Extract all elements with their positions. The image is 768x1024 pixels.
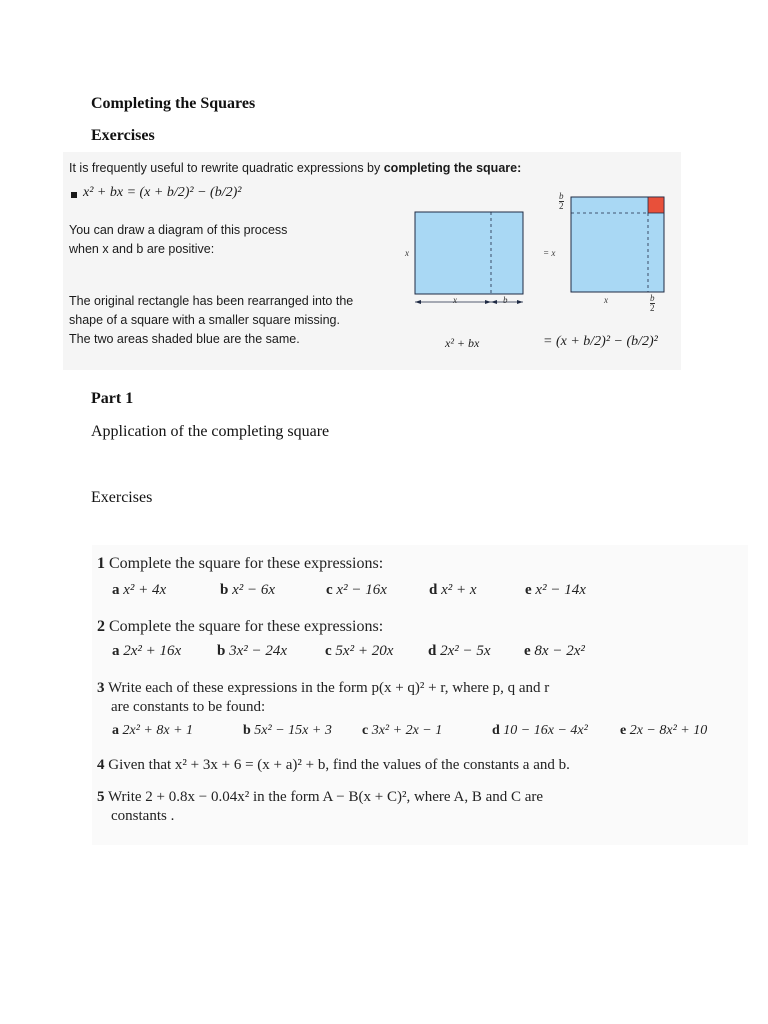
label-b2-top (559, 192, 564, 211)
exercise-2-item-b (217, 643, 287, 660)
label-b-bottom: b (503, 295, 508, 305)
exercise-1-prompt (97, 555, 383, 573)
item-label: e (620, 723, 627, 738)
item-expr: x² − 6x (232, 582, 276, 598)
exercise-4-number: 4 (97, 757, 105, 773)
exercise-2-item-a (112, 643, 181, 660)
item-expr: 3x² + 2x − 1 (371, 723, 443, 738)
part1-exercises-label: Exercises (91, 489, 153, 506)
exercise-3-prompt2: are constants to be found: (111, 699, 266, 715)
exercise-2-item-d (428, 643, 491, 660)
arrow-left-icon (415, 300, 421, 304)
exercise-3-prompt (97, 680, 549, 697)
exercise-5-number: 5 (97, 789, 105, 805)
arrow-mid2-icon (491, 300, 497, 304)
label-b2-top-num: b (559, 191, 564, 201)
label-b2-top-den: 2 (559, 201, 564, 211)
intro-lead-text: It is frequently useful to rewrite quadratic expressions by (69, 161, 384, 175)
item-label: e (524, 643, 531, 659)
exercise-5-text: Write 2 + 0.8x − 0.04x² in the form A − B(x + C)², where A, B and C are (107, 789, 544, 805)
diagram-text-2: when x and b are positive: (69, 242, 215, 256)
label-b2-right-num: b (650, 293, 655, 303)
item-label: a (112, 582, 120, 598)
exercise-3-item-a (112, 723, 193, 739)
item-expr: 5x² + 20x (335, 643, 394, 659)
caption-right: = (x + b/2)² − (b/2)² (543, 334, 658, 349)
exercise-3-text: Write each of these expressions in the form p(x + q)² + r, where p, q and r (107, 680, 550, 696)
item-label: d (492, 723, 500, 738)
item-label: d (429, 582, 438, 598)
label-b2-right (650, 294, 655, 313)
exercises-panel (92, 545, 748, 845)
exercise-3-number: 3 (97, 680, 105, 696)
item-label: b (217, 643, 226, 659)
item-label: c (326, 582, 333, 598)
item-label: a (112, 643, 120, 659)
label-x-left: x (405, 248, 409, 258)
exercise-2-prompt (97, 618, 383, 636)
item-label: e (525, 582, 532, 598)
exercise-1-text: Complete the square for these expressions: (109, 555, 384, 572)
item-label: c (362, 723, 369, 738)
caption-left: x² + bx (445, 336, 480, 350)
exercise-3-item-b (243, 723, 332, 739)
exercise-1-item-e (525, 582, 586, 599)
item-expr: 5x² − 15x + 3 (254, 723, 332, 738)
label-b2-right-den: 2 (650, 303, 655, 313)
item-expr: 2x − 8x² + 10 (629, 723, 708, 738)
para-2: shape of a square with a smaller square missing. (69, 313, 340, 327)
exercise-2-item-e (524, 643, 585, 660)
exercise-3-item-c (362, 723, 442, 739)
item-expr: x² + 4x (123, 582, 167, 598)
bullet-square-icon (71, 192, 77, 198)
intro-lead (69, 161, 521, 175)
item-expr: 2x² − 5x (440, 643, 491, 659)
item-expr: x² + x (441, 582, 477, 598)
exercise-5-prompt (97, 789, 543, 806)
item-label: a (112, 723, 119, 738)
part1-subheading: Application of the completing square (91, 423, 330, 440)
item-expr: 10 − 16x − 4x² (503, 723, 588, 738)
page-title: Completing the Squares (91, 95, 256, 112)
arrow-mid-icon (485, 300, 491, 304)
exercise-1-items (112, 582, 166, 599)
item-expr: 2x² + 16x (123, 643, 182, 659)
intro-lead-bold: completing the square: (383, 161, 522, 175)
item-expr: x² − 16x (336, 582, 387, 598)
para-1: The original rectangle has been rearranged into the (69, 294, 354, 308)
exercise-3-item-e (620, 723, 707, 739)
item-label: d (428, 643, 437, 659)
square-diagram (568, 192, 678, 312)
item-label: b (220, 582, 229, 598)
exercise-2-item-c (325, 643, 393, 660)
label-x-bottom: x (453, 295, 457, 305)
item-label: c (325, 643, 332, 659)
intro-panel (63, 152, 681, 370)
exercise-1-item-c (326, 582, 387, 599)
exercise-4-text: Given that x² + 3x + 6 = (x + a)² + b, find the values of the constants a and b. (108, 757, 570, 773)
arrow-right-icon (517, 300, 523, 304)
exercise-2-text: Complete the square for these expressions: (109, 618, 384, 635)
exercise-5-prompt2: constants . (111, 808, 175, 824)
exercise-4-prompt (97, 757, 570, 774)
exercise-2-number: 2 (97, 618, 105, 635)
item-expr: 3x² − 24x (229, 643, 288, 659)
item-expr: 2x² + 8x + 1 (122, 723, 194, 738)
page-subtitle: Exercises (91, 127, 155, 144)
exercise-1-number: 1 (97, 555, 105, 572)
item-expr: x² − 14x (535, 582, 586, 598)
item-label: b (243, 723, 251, 738)
item-expr: 8x − 2x² (534, 643, 585, 659)
exercise-3-item-d (492, 723, 588, 739)
para-3: The two areas shaded blue are the same. (69, 332, 300, 346)
rectangle-shape (415, 212, 523, 294)
exercise-1-item-d (429, 582, 477, 599)
intro-formula: x² + bx = (x + b/2)² − (b/2)² (83, 185, 242, 200)
label-eq-x: = x (543, 248, 556, 258)
exercise-1-item-b (220, 582, 275, 599)
label-x-square: x (604, 295, 608, 305)
missing-square (648, 197, 664, 213)
diagram-text-1: You can draw a diagram of this process (69, 223, 288, 237)
part1-heading: Part 1 (91, 390, 134, 407)
